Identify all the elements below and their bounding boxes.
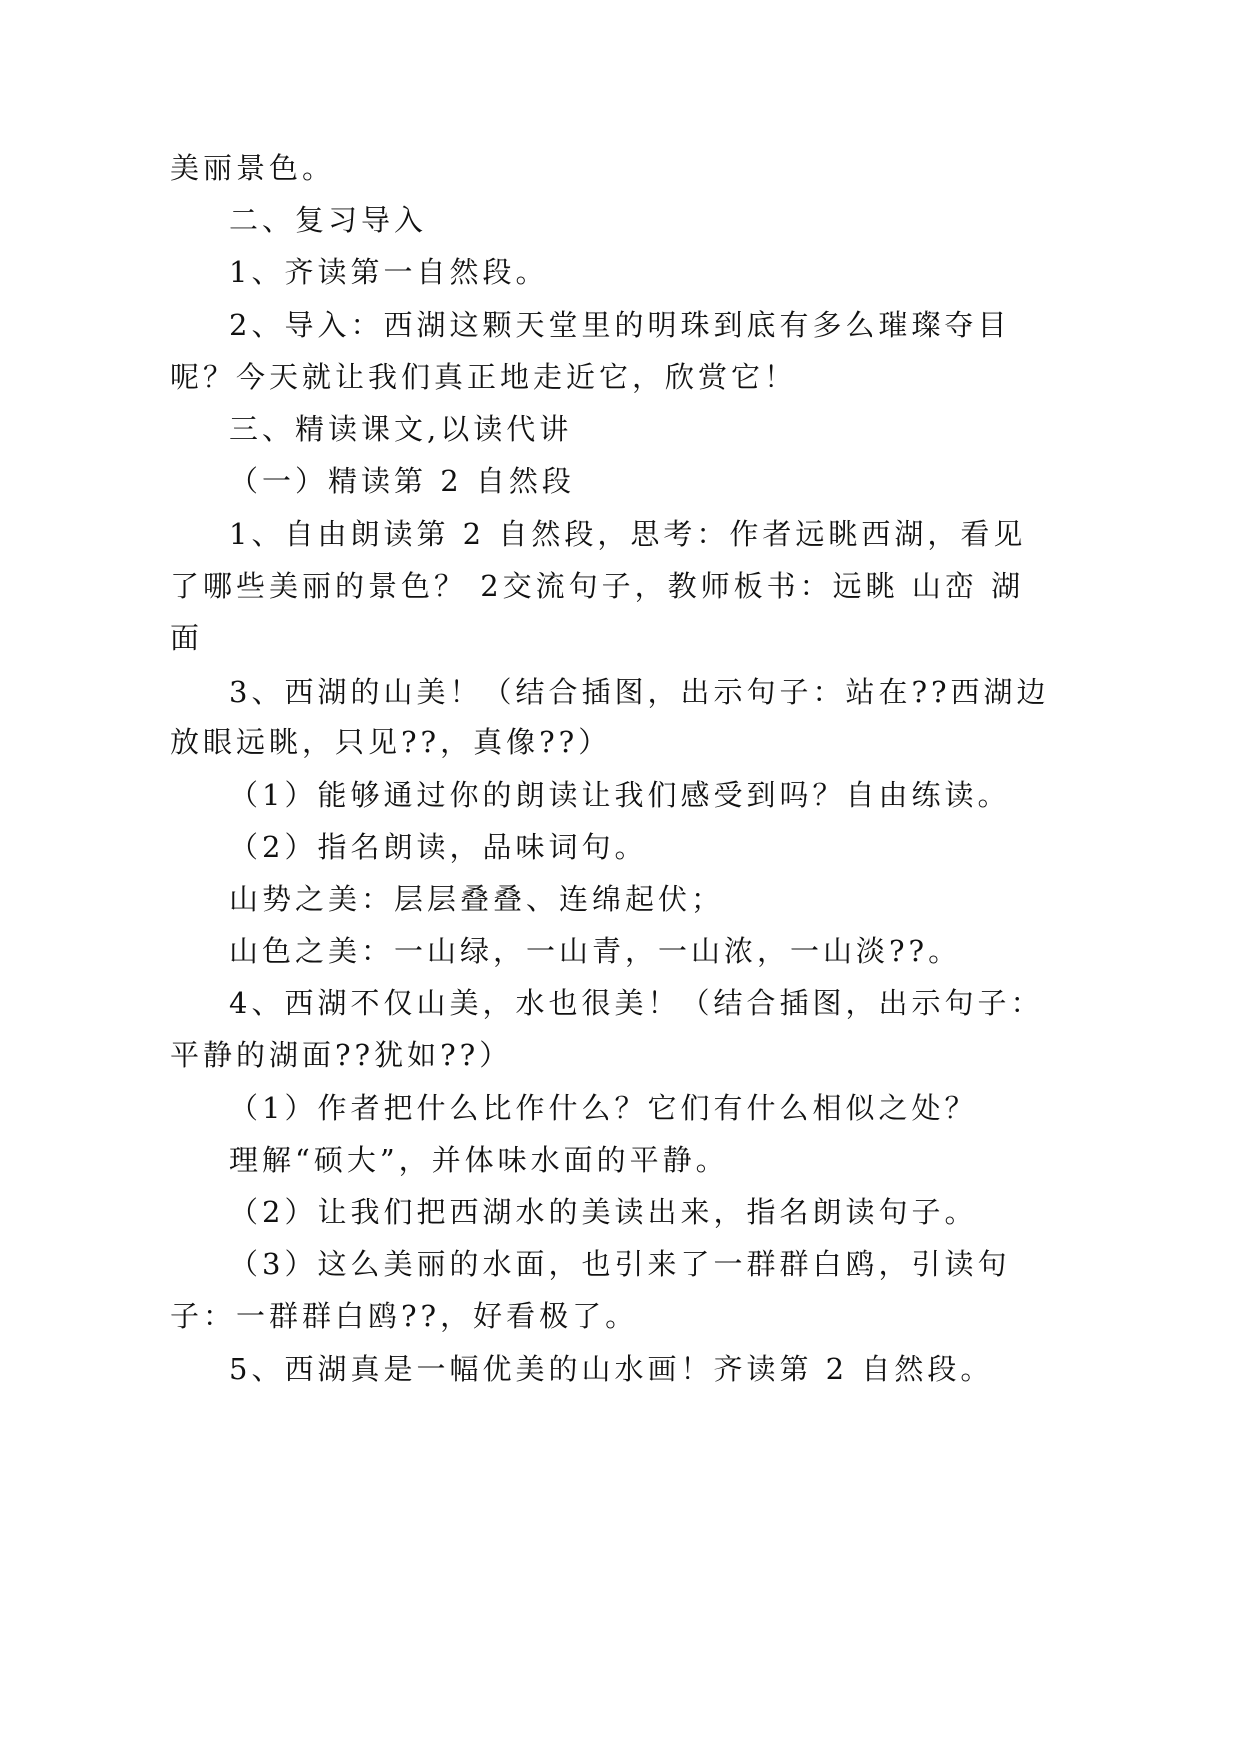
text-line: （3）这么美丽的水面，也引来了一群群白鸥，引读句 <box>229 1247 1011 1281</box>
text-line: 放眼远眺，只见??，真像??） <box>170 725 612 759</box>
text-line: 平静的湖面??犹如??） <box>170 1038 513 1072</box>
text-line: 呢？今天就让我们真正地走近它，欣赏它！ <box>170 360 798 394</box>
section-heading-reading: 三、精读课文,以读代讲 <box>229 412 573 446</box>
text-line: 了哪些美丽的景色？ 2交流句子，教师板书：远眺 山峦 湖 <box>170 569 1025 603</box>
text-line: 2、导入：西湖这颗天堂里的明珠到底有多么璀璨夺目 <box>229 308 1011 342</box>
text-line: 面 <box>170 621 204 655</box>
text-line-continuation: 美丽景色。 <box>170 151 336 185</box>
text-line: （2）让我们把西湖水的美读出来，指名朗读句子。 <box>229 1195 978 1229</box>
text-line: 5、西湖真是一幅优美的山水画！齐读第 2 自然段。 <box>229 1352 994 1386</box>
subsection-heading: （一）精读第 2 自然段 <box>229 464 575 498</box>
text-line: 子：一群群白鸥??，好看极了。 <box>170 1299 639 1333</box>
text-line: （1）能够通过你的朗读让我们感受到吗？自由练读。 <box>229 778 1011 812</box>
text-line: 3、西湖的山美！（结合插图，出示句子：站在??西湖边 <box>229 675 1050 709</box>
text-line: （2）指名朗读，品味词句。 <box>229 830 648 864</box>
text-line: 1、自由朗读第 2 自然段，思考：作者远眺西湖，看见 <box>229 517 1027 551</box>
text-line: （1）作者把什么比作什么？它们有什么相似之处？ <box>229 1091 978 1125</box>
text-line: 山色之美：一山绿，一山青，一山浓，一山淡??。 <box>229 934 962 968</box>
text-line: 理解“硕大”，并体味水面的平静。 <box>229 1143 729 1177</box>
text-line: 山势之美：层层叠叠、连绵起伏； <box>229 882 725 916</box>
text-line: 4、西湖不仅山美，水也很美！（结合插图，出示句子： <box>229 986 1044 1020</box>
text-line: 1、齐读第一自然段。 <box>229 255 549 289</box>
section-heading-review: 二、复习导入 <box>229 203 428 237</box>
